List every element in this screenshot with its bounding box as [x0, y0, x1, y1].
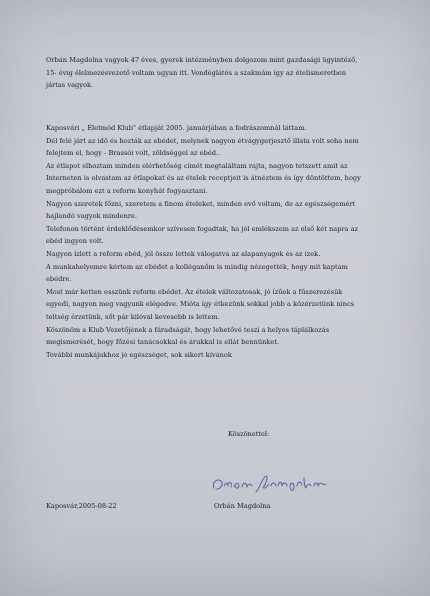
- text-line: Nagyon szeretek főzni, szeretem a finom ételeket, minden evő voltam, de az egészségemért: [46, 199, 356, 208]
- intro-paragraph: [46, 54, 406, 92]
- text-line: egyedi, nagyon meg vagyunk elégedve. Mióta így étkezünk sokkal jobb a közérzetünk nincs: [46, 300, 355, 309]
- text-line: hajlandó vagyok mindenre.: [46, 212, 138, 221]
- closing-phrase: Köszönettel:: [228, 430, 270, 438]
- body-paragraph: [46, 122, 406, 361]
- text-line: Dél felé járt az idő és hozták az ebédet, melynek nagyon étvágygerjesztő illata volt soha nem: [46, 136, 359, 145]
- text-line: ebédre.: [46, 275, 72, 284]
- text-line: Interneten is olvastam az étlapokat és az ételek receptjeit is átnéztem és így döntöttem, hogy: [46, 174, 361, 183]
- text-line: Orbán Magdolna vagyok 47 éves, gyerek intézményben dolgozom mint gazdasági ügyintéző,: [46, 56, 358, 64]
- text-line: felejtem el, hogy - Brassói volt, zöldséggel az ebéd..: [46, 149, 221, 158]
- text-line: jártas vagyok.: [46, 81, 94, 90]
- text-line: További munkájukhoz jó egészséget, sok sikert kívánok: [46, 350, 232, 359]
- text-line: Köszönöm a Klub Vezetőjének a fáradságát, hogy lehetővé teszi a helyes táplálkozás: [46, 325, 330, 334]
- handwritten-signature: [208, 470, 338, 498]
- place-and-date: Kaposvár,2005-08-22: [46, 502, 117, 510]
- text-line: Telefonon történt érdeklődésemkor szívesen fogadtak, ha jól emlékszem az első két napra az: [46, 224, 359, 233]
- text-line: Kaposvári „ Életmód Klub" étlapját 2005. januárjában a fodrászomnál láttam.: [46, 124, 307, 132]
- text-line: 15- évig élelmezésvezető voltam ugyan itt. Vendéglátós a szakmám így az ételismeretben: [46, 68, 347, 77]
- signer-name: Orbán Magdolna: [214, 502, 271, 510]
- text-line: Az étlapot elhoztam minden elérhetőség címét megtaláltam rajta, nagyon tetszett amit az: [46, 161, 348, 170]
- text-line: A munkahelyemre kértem az ebédet a kolléganőm is mindig nézegették, hogy mit kaptam: [46, 262, 348, 271]
- text-line: teltség érzetünk, sőt pár kilóval kevesebb is lettem.: [46, 312, 220, 321]
- text-line: megismerését, hogy főzési tanácsokkal és árukkal is ellát bennünket.: [46, 338, 280, 347]
- text-line: Nagyon ízlett a reform ebéd, jól össze lettek válogatva az alapanyagok és az ízek.: [46, 249, 321, 258]
- text-line: ebéd ingyen volt.: [46, 237, 104, 246]
- text-line: megpróbálom ezt a reform konyhát fogyasztani.: [46, 186, 208, 195]
- text-line: Most már ketten esszünk reform ebédet. Az ételek változatosak, jó ízűek a fűszerezésük: [46, 287, 343, 296]
